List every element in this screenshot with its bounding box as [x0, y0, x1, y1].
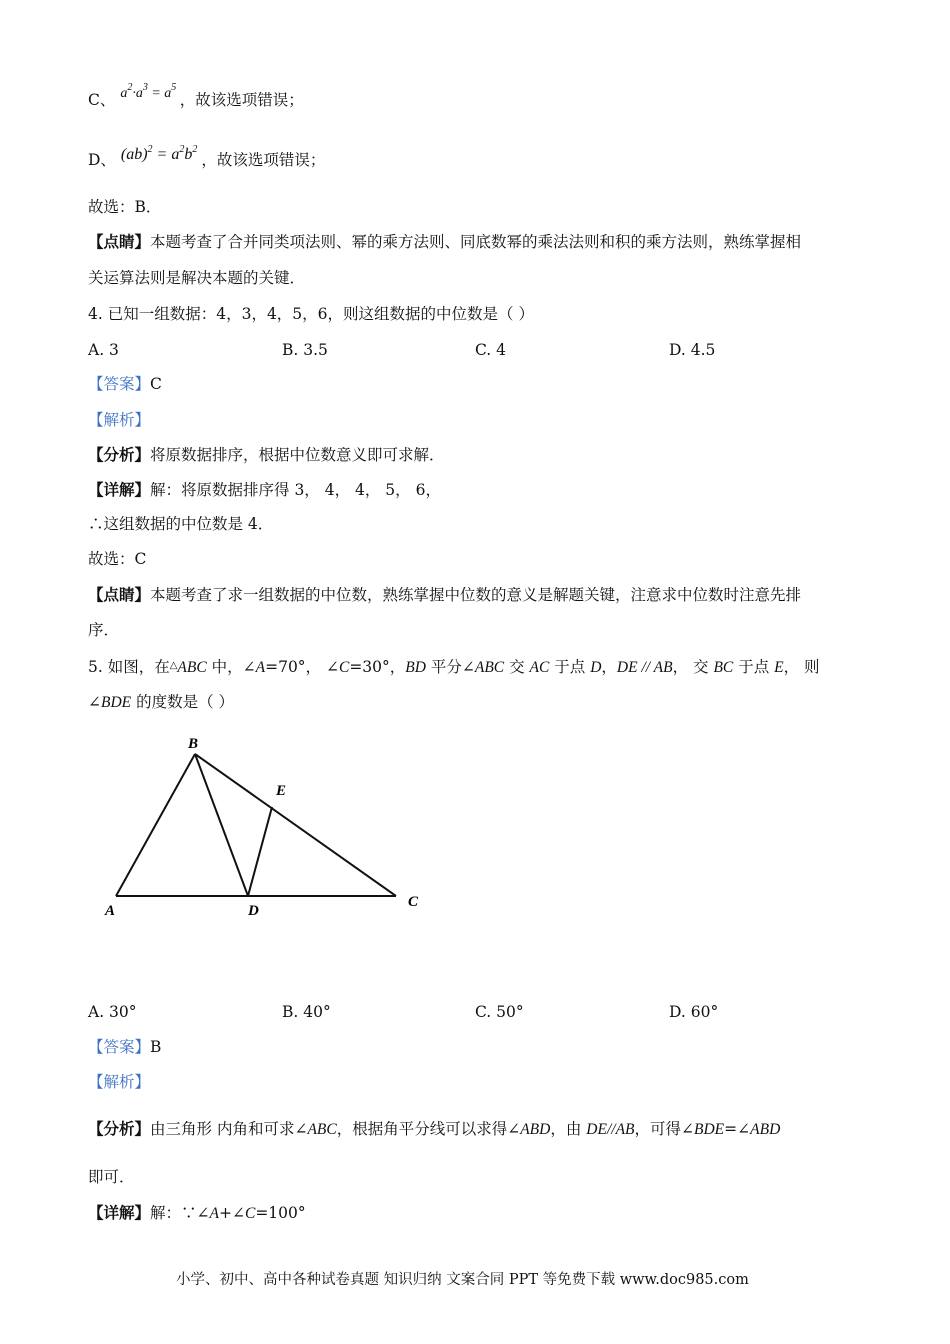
- q5-stem-line-2: ∠BDE 的度数是（ ）: [88, 693, 234, 711]
- segment-ab: [116, 754, 195, 896]
- q5-option-a: A. 30°: [88, 1003, 137, 1021]
- q5-stem-line-1: 5. 如图，在△ABC 中，∠A=70°， ∠C=30°，BD 平分∠ABC 交 AC 于点 D，DE // AB， 交 BC 于点 E， 则: [88, 658, 820, 676]
- page-footer: 小学、初中、高中各种试卷真题 知识归纳 文案合同 PPT 等免费下载 www.doc985.com: [176, 1272, 749, 1288]
- label-a: A: [105, 903, 116, 919]
- q4-comment-line-1: [88, 585, 801, 605]
- answer-tag: 【答案】: [88, 1038, 151, 1056]
- q4-option-c: C. 4: [475, 341, 507, 359]
- q4-answer-line: [88, 374, 162, 394]
- q4-comment-line-2: 序．: [88, 621, 120, 639]
- label-b: B: [188, 736, 199, 752]
- q5-detail-line: 【详解】解：∵∠A+∠C=100°: [88, 1203, 306, 1222]
- detail-tag: 【详解】: [88, 1203, 151, 1222]
- q5-option-b: B. 40°: [282, 1003, 331, 1021]
- triangle-figure: [96, 726, 436, 926]
- q3-comment-line-1: [88, 232, 801, 252]
- label-d: D: [248, 903, 259, 919]
- q4-answer: C: [150, 375, 162, 393]
- answer-tag: 【答案】: [88, 375, 151, 393]
- option-c-suffix: ，故该选项错误；: [179, 91, 304, 109]
- option-d-formula: $(ab)^2 = a^2b^2$: [120, 144, 198, 163]
- q3-choice: 故选：B．: [88, 198, 162, 216]
- option-d-line: [88, 146, 325, 171]
- q4-option-a: A. 3: [88, 341, 119, 359]
- q4-option-d: D. 4.5: [669, 341, 716, 359]
- label-c: C: [408, 894, 419, 910]
- q5-option-c: C. 50°: [475, 1003, 524, 1021]
- q4-detail-line: [88, 480, 441, 500]
- q4-detail-text: 解：将原数据排序得 3， 4， 4， 5， 6，: [150, 481, 441, 499]
- comment-tag: 【点睛】: [88, 232, 151, 251]
- q5-analysis-tag: 【解析】: [88, 1073, 151, 1091]
- option-c-line: [88, 82, 304, 112]
- q5-fenxi-line: 【分析】由三角形 内角和可求∠ABC，根据角平分线可以求得∠ABD，由 DE//AB，可得∠BDE=∠ABD: [88, 1119, 781, 1138]
- segment-bd: [195, 754, 248, 896]
- segment-de: [248, 807, 272, 896]
- comment-tag: 【点睛】: [88, 585, 151, 604]
- fenxi-tag: 【分析】: [88, 1119, 151, 1138]
- q5-answer-line: [88, 1037, 161, 1057]
- segment-bc: [195, 754, 396, 896]
- q4-fenxi-line: [88, 445, 445, 465]
- q4-conclusion: ∴这组数据的中位数是 4．: [88, 515, 274, 533]
- option-c-formula: $a^2\cdot a^3 = a^5$: [120, 82, 177, 101]
- q4-analysis-tag: 【解析】: [88, 411, 151, 429]
- q5-option-d: D. 60°: [669, 1003, 719, 1021]
- option-d-prefix: D、: [88, 151, 116, 169]
- q4-fenxi-text: 将原数据排序，根据中位数意义即可求解．: [150, 446, 445, 464]
- q4-option-b: B. 3.5: [282, 341, 328, 359]
- q3-comment-text-1: 本题考查了合并同类项法则、幂的乘方法则、同底数幂的乘法法则和积的乘方法则，熟练掌握相: [150, 233, 802, 251]
- option-c-prefix: C、: [88, 91, 116, 109]
- q4-stem: 4. 已知一组数据：4，3，4，5，6，则这组数据的中位数是（ ）: [88, 305, 534, 323]
- label-e: E: [276, 783, 287, 799]
- q5-fenxi-line-2: 即可．: [88, 1168, 135, 1186]
- option-d-suffix: ，故该选项错误；: [201, 151, 326, 169]
- detail-tag: 【详解】: [88, 480, 151, 499]
- q4-comment-text-1: 本题考查了求一组数据的中位数，熟练掌握中位数的意义是解题关键，注意求中位数时注意先排: [150, 586, 802, 604]
- fenxi-tag: 【分析】: [88, 445, 151, 464]
- q5-answer: B: [150, 1038, 162, 1056]
- q4-choice: 故选：C: [88, 550, 147, 568]
- q3-comment-line-2: 关运算法则是解决本题的关键．: [88, 269, 306, 287]
